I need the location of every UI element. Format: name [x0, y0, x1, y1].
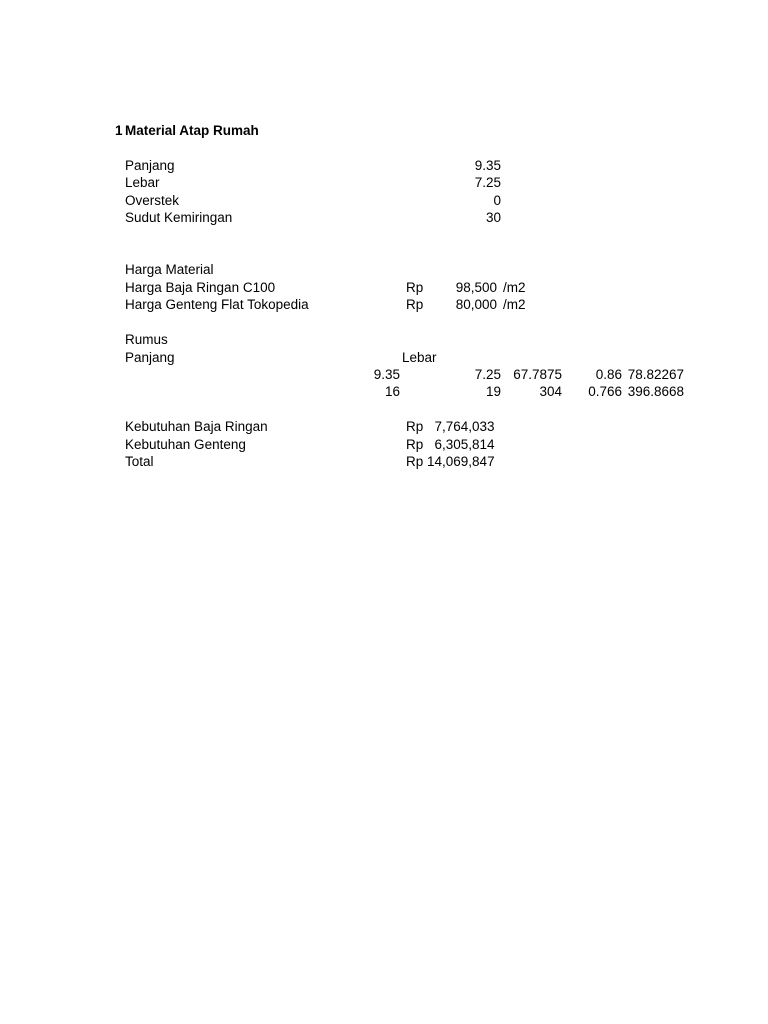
- price-unit: /m2: [503, 297, 526, 312]
- formula-cell: 78.82267: [627, 367, 684, 382]
- formula-heading: Rumus: [125, 332, 168, 347]
- formula-cell: 0.86: [595, 367, 622, 382]
- dimension-label: Panjang: [125, 158, 175, 173]
- need-label: Kebutuhan Baja Ringan: [125, 419, 268, 434]
- price-currency: Rp: [406, 297, 424, 312]
- price-amount: 98,500: [455, 280, 497, 295]
- total-value: Rp 14,069,847: [406, 454, 495, 469]
- price-amount: 80,000: [455, 297, 497, 312]
- dimension-value: 0: [493, 193, 501, 208]
- price-label: Harga Genteng Flat Tokopedia: [125, 297, 309, 312]
- price-currency: Rp: [406, 280, 424, 295]
- formula-cell: 19: [485, 384, 501, 399]
- dimension-label: Lebar: [125, 175, 160, 190]
- formula-cell: 304: [539, 384, 562, 399]
- formula-cell: 7.25: [474, 367, 501, 382]
- section-title: Material Atap Rumah: [125, 123, 259, 138]
- need-label: Kebutuhan Genteng: [125, 437, 246, 452]
- dimension-value: 30: [485, 210, 501, 225]
- formula-cell: 0.766: [588, 384, 622, 399]
- formula-cell: 16: [384, 384, 400, 399]
- formula-col-lebar: Lebar: [402, 350, 437, 365]
- need-value: Rp 6,305,814: [406, 437, 495, 452]
- price-label: Harga Baja Ringan C100: [125, 280, 276, 295]
- total-label: Total: [125, 454, 154, 469]
- prices-heading: Harga Material: [125, 262, 214, 277]
- section-number: 1: [115, 123, 123, 138]
- dimension-value: 9.35: [474, 158, 501, 173]
- formula-col-panjang: Panjang: [125, 350, 175, 365]
- dimension-value: 7.25: [474, 175, 501, 190]
- price-unit: /m2: [503, 280, 526, 295]
- dimension-label: Overstek: [125, 193, 180, 208]
- formula-cell: 67.7875: [513, 367, 562, 382]
- formula-cell: 396.8668: [627, 384, 684, 399]
- need-value: Rp 7,764,033: [406, 419, 495, 434]
- formula-cell: 9.35: [373, 367, 400, 382]
- dimension-label: Sudut Kemiringan: [125, 210, 233, 225]
